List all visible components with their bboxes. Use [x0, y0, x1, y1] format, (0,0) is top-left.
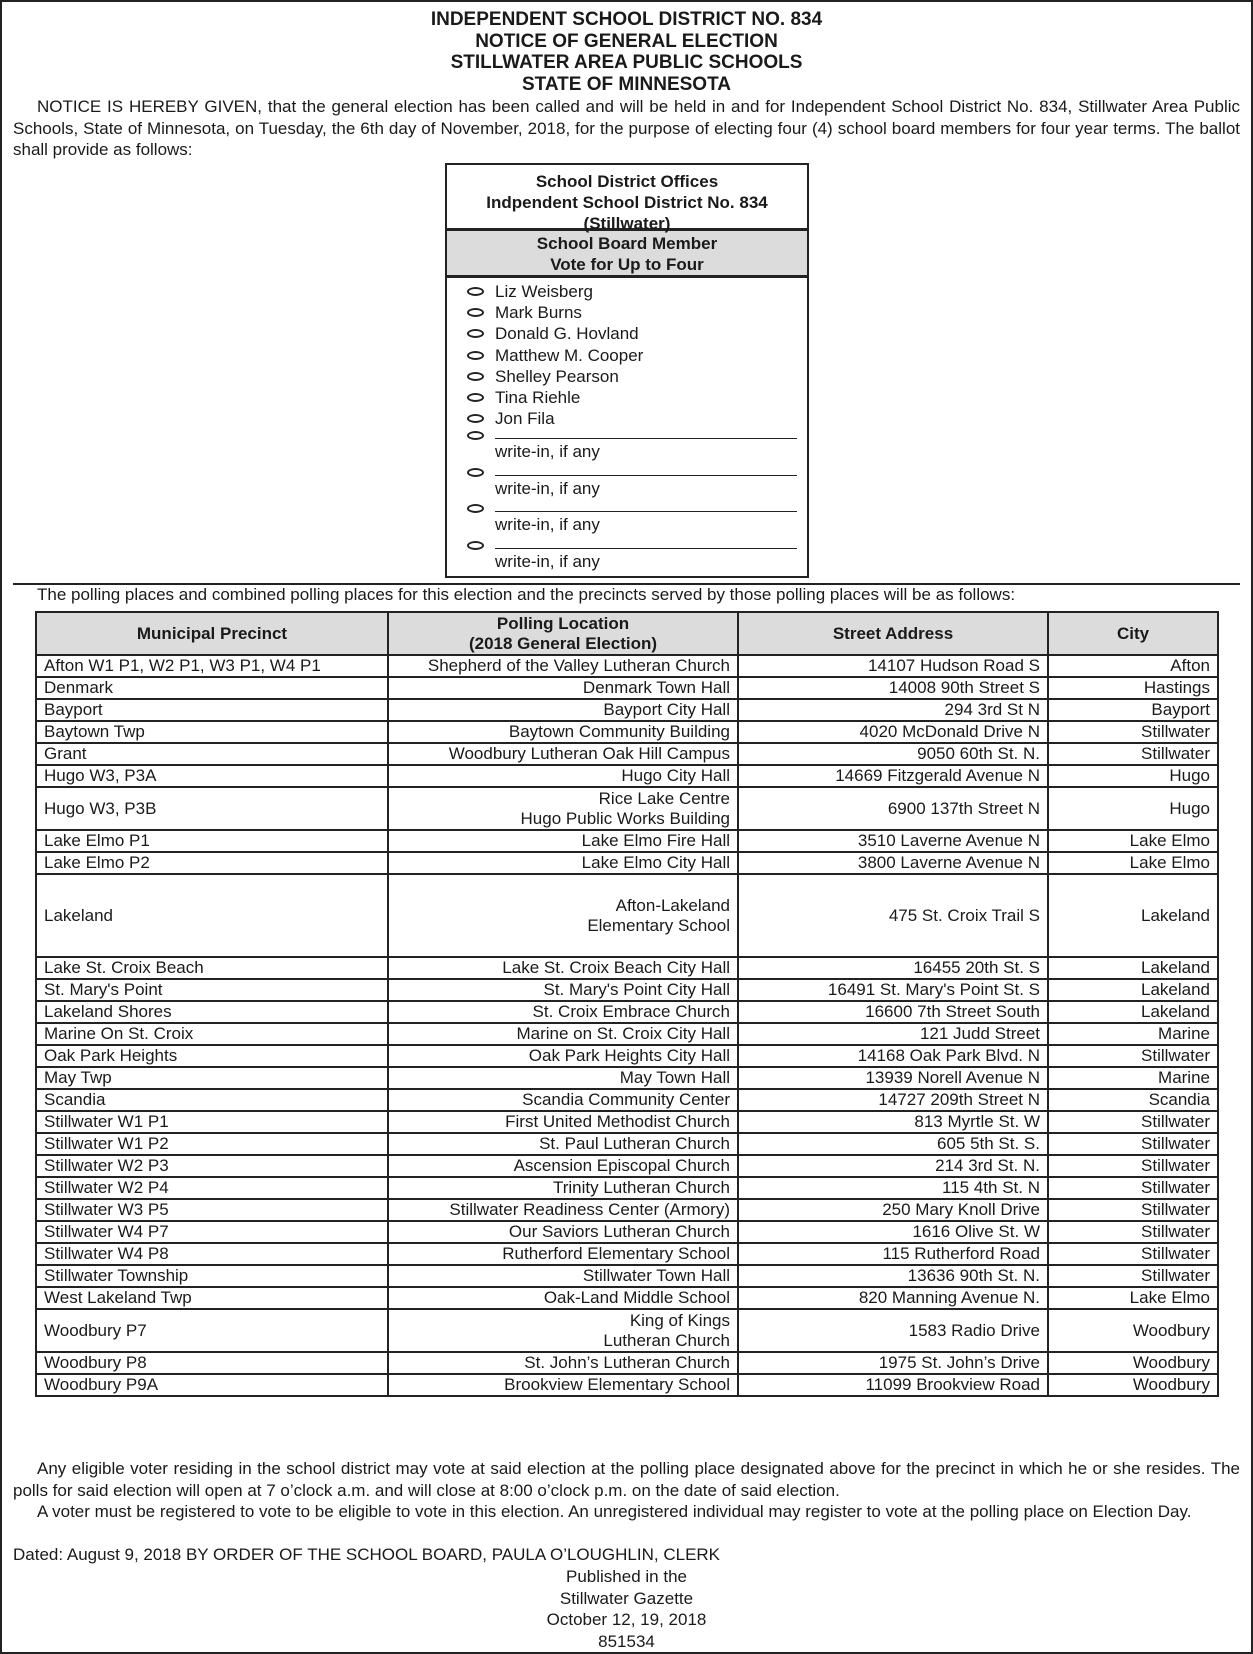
table-row — [36, 1177, 1218, 1199]
table-row — [36, 1133, 1218, 1155]
city-cell: Woodbury — [1048, 1352, 1218, 1374]
polling-location-cell: Bayport City Hall — [388, 699, 738, 721]
polling-location-cell: Lake Elmo Fire Hall — [388, 830, 738, 852]
precinct-cell: Lakeland Shores — [36, 1001, 388, 1023]
street-address-cell: 16491 St. Mary's Point St. S — [738, 979, 1048, 1001]
street-address-cell: 115 4th St. N — [738, 1177, 1048, 1199]
city-cell: Afton — [1048, 655, 1218, 677]
polling-location-cell: Stillwater Town Hall — [388, 1265, 738, 1287]
polling-location-cell: Brookview Elementary School — [388, 1374, 738, 1396]
precinct-cell: Marine On St. Croix — [36, 1023, 388, 1045]
closing-paragraph — [13, 1501, 1240, 1523]
office-title: School Board Member — [536, 234, 718, 253]
city-cell: Lake Elmo — [1048, 1287, 1218, 1309]
title-line: NOTICE OF GENERAL ELECTION — [475, 30, 778, 52]
publication-info — [0, 1566, 1253, 1652]
precinct-cell: Woodbury P8 — [36, 1352, 388, 1374]
city-cell: Stillwater — [1048, 1265, 1218, 1287]
street-address-cell: 16600 7th Street South — [738, 1001, 1048, 1023]
table-row — [36, 957, 1218, 979]
city-cell: Lake Elmo — [1048, 830, 1218, 852]
city-cell: Bayport — [1048, 699, 1218, 721]
street-address-cell: 813 Myrtle St. W — [738, 1111, 1048, 1133]
oval-icon[interactable] — [467, 414, 484, 423]
table-row — [36, 743, 1218, 765]
closing-paragraph — [13, 1458, 1240, 1501]
column-header: Municipal Precinct — [36, 612, 388, 655]
city-cell: Hastings — [1048, 677, 1218, 699]
street-address-cell: 115 Rutherford Road — [738, 1243, 1048, 1265]
polling-location-cell: Oak-Land Middle School — [388, 1287, 738, 1309]
write-in-line[interactable] — [495, 438, 797, 439]
polling-intro: The polling places and combined polling places for this election and the precincts served by those polling places will be as follows: — [37, 585, 1016, 604]
precinct-cell: Oak Park Heights — [36, 1045, 388, 1067]
polling-location-cell: Stillwater Readiness Center (Armory) — [388, 1199, 738, 1221]
polling-location-cell: Oak Park Heights City Hall — [388, 1045, 738, 1067]
city-cell: Stillwater — [1048, 1045, 1218, 1067]
polling-location-cell: Shepherd of the Valley Lutheran Church — [388, 655, 738, 677]
precinct-cell: Bayport — [36, 699, 388, 721]
candidate-name: Tina Riehle — [495, 387, 581, 407]
precinct-cell: Stillwater W1 P1 — [36, 1111, 388, 1133]
polling-location-cell: Rutherford Elementary School — [388, 1243, 738, 1265]
city-cell: Lakeland — [1048, 957, 1218, 979]
column-header: Polling Location (2018 General Election) — [388, 612, 738, 655]
table-row — [36, 1352, 1218, 1374]
table-row — [36, 1023, 1218, 1045]
table-row — [36, 699, 1218, 721]
office-instructions: Vote for Up to Four — [550, 255, 704, 274]
closing-text: A voter must be registered to vote to be eligible to vote in this election. An unregistered individual may register to vote at the polling place on Election Day. — [37, 1502, 1192, 1521]
table-row — [36, 721, 1218, 743]
city-cell: Lakeland — [1048, 874, 1218, 957]
table-row — [36, 852, 1218, 874]
polling-location-cell: Trinity Lutheran Church — [388, 1177, 738, 1199]
table-row — [36, 1287, 1218, 1309]
city-cell: Stillwater — [1048, 1111, 1218, 1133]
table-row — [36, 1155, 1218, 1177]
precinct-cell: Baytown Twp — [36, 721, 388, 743]
city-cell: Lakeland — [1048, 979, 1218, 1001]
polling-location-cell: Our Saviors Lutheran Church — [388, 1221, 738, 1243]
polling-location-cell: Rice Lake Centre Hugo Public Works Building — [388, 787, 738, 830]
table-row — [36, 979, 1218, 1001]
polling-location-cell: May Town Hall — [388, 1067, 738, 1089]
city-cell: Hugo — [1048, 765, 1218, 787]
precinct-cell: Lake St. Croix Beach — [36, 957, 388, 979]
closing-text: Any eligible voter residing in the school district may vote at said election at the polling place designated above for the precinct in which he or she resides. The polls for said election will open at 7 o’clock a.m. and will close at 8:00 o’clock p.m. on the date of said election. — [13, 1459, 1240, 1500]
oval-icon[interactable] — [467, 329, 484, 338]
ballot-header — [447, 165, 807, 231]
city-cell: Woodbury — [1048, 1374, 1218, 1396]
candidate-name: Donald G. Hovland — [495, 324, 639, 344]
column-header: Street Address — [738, 612, 1048, 655]
street-address-cell: 1975 St. John’s Drive — [738, 1352, 1048, 1374]
polling-location-cell: Marine on St. Croix City Hall — [388, 1023, 738, 1045]
polling-location-cell: Afton-Lakeland Elementary School — [388, 874, 738, 957]
city-cell: Stillwater — [1048, 721, 1218, 743]
precinct-cell: Grant — [36, 743, 388, 765]
street-address-cell: 250 Mary Knoll Drive — [738, 1199, 1048, 1221]
precinct-cell: Hugo W3, P3A — [36, 765, 388, 787]
city-cell: Lakeland — [1048, 1001, 1218, 1023]
intro-paragraph — [13, 96, 1240, 161]
candidate-option[interactable] — [447, 323, 807, 344]
oval-icon[interactable] — [467, 372, 484, 381]
candidate-name: Jon Fila — [495, 409, 555, 429]
polling-location-cell: Hugo City Hall — [388, 765, 738, 787]
write-in-line[interactable] — [495, 475, 797, 476]
city-cell: Lake Elmo — [1048, 852, 1218, 874]
candidate-option[interactable] — [447, 302, 807, 323]
intro-text: NOTICE IS HEREBY GIVEN, that the general election has been called and will be held in and for Independent School District No. 834, Stillwater Area Public Schools, State of Minnesota, on Tuesday, the 6th day of November, 2018, for the purpose of electing four (4) school board members for four year terms. The ballot shall provide as follows: — [13, 97, 1240, 159]
city-cell: Scandia — [1048, 1089, 1218, 1111]
precinct-cell: Stillwater W2 P3 — [36, 1155, 388, 1177]
polling-location-cell: Lake St. Croix Beach City Hall — [388, 957, 738, 979]
polling-location-cell: Scandia Community Center — [388, 1089, 738, 1111]
street-address-cell: 214 3rd St. N. — [738, 1155, 1048, 1177]
oval-icon[interactable] — [467, 541, 484, 550]
street-address-cell: 121 Judd Street — [738, 1023, 1048, 1045]
street-address-cell: 4020 McDonald Drive N — [738, 721, 1048, 743]
write-in-label: write-in, if any — [495, 442, 600, 462]
table-header-row — [36, 612, 1218, 655]
city-cell: Stillwater — [1048, 1177, 1218, 1199]
ballot-header-line: Indpendent School District No. 834 — [486, 193, 768, 212]
column-header: City — [1048, 612, 1218, 655]
oval-icon[interactable] — [467, 468, 484, 477]
street-address-cell: 475 St. Croix Trail S — [738, 874, 1048, 957]
candidate-option[interactable] — [447, 366, 807, 387]
polling-location-cell: St. John’s Lutheran Church — [388, 1352, 738, 1374]
oval-icon[interactable] — [467, 287, 484, 296]
street-address-cell: 1616 Olive St. W — [738, 1221, 1048, 1243]
city-cell: Stillwater — [1048, 1155, 1218, 1177]
write-in-line[interactable] — [495, 511, 797, 512]
write-in-option[interactable] — [447, 429, 807, 466]
polling-location-cell: Baytown Community Building — [388, 721, 738, 743]
table-row — [36, 765, 1218, 787]
table-row — [36, 1067, 1218, 1089]
write-in-option[interactable] — [447, 466, 807, 503]
notice-title — [0, 9, 1253, 95]
table-row — [36, 1243, 1218, 1265]
street-address-cell: 9050 60th St. N. — [738, 743, 1048, 765]
table-row — [36, 1089, 1218, 1111]
precinct-cell: Woodbury P9A — [36, 1374, 388, 1396]
city-cell: Stillwater — [1048, 1133, 1218, 1155]
table-row — [36, 1309, 1218, 1352]
write-in-label: write-in, if any — [495, 478, 600, 498]
polling-location-cell: Denmark Town Hall — [388, 677, 738, 699]
street-address-cell: 16455 20th St. S — [738, 957, 1048, 979]
table-row — [36, 677, 1218, 699]
candidate-list — [447, 278, 807, 575]
street-address-cell: 14669 Fitzgerald Avenue N — [738, 765, 1048, 787]
polling-location-cell: First United Methodist Church — [388, 1111, 738, 1133]
write-in-option[interactable] — [447, 502, 807, 539]
oval-icon[interactable] — [467, 308, 484, 317]
polling-location-cell: Woodbury Lutheran Oak Hill Campus — [388, 743, 738, 765]
title-line: STILLWATER AREA PUBLIC SCHOOLS — [450, 52, 803, 73]
write-in-line[interactable] — [495, 548, 797, 549]
precinct-cell: St. Mary's Point — [36, 979, 388, 1001]
table-row — [36, 1221, 1218, 1243]
title-line: INDEPENDENT SCHOOL DISTRICT NO. 834 — [430, 9, 823, 30]
precinct-cell: Denmark — [36, 677, 388, 699]
table-row — [36, 1199, 1218, 1221]
candidate-option[interactable] — [447, 345, 807, 366]
dated-line: Dated: August 9, 2018 BY ORDER OF THE SCHOOL BOARD, PAULA O’LOUGHLIN, CLERK — [13, 1545, 721, 1564]
polling-location-cell: St. Mary's Point City Hall — [388, 979, 738, 1001]
street-address-cell: 14107 Hudson Road S — [738, 655, 1048, 677]
street-address-cell: 13636 90th St. N. — [738, 1265, 1048, 1287]
precinct-cell: Scandia — [36, 1089, 388, 1111]
table-row — [36, 787, 1218, 830]
candidate-name: Matthew M. Cooper — [495, 345, 644, 365]
ballot-header-line: School District Offices — [535, 172, 719, 191]
candidate-option[interactable] — [447, 281, 807, 302]
sample-ballot — [445, 163, 809, 578]
polling-location-cell: St. Croix Embrace Church — [388, 1001, 738, 1023]
table-row — [36, 1045, 1218, 1067]
street-address-cell: 6900 137th Street N — [738, 787, 1048, 830]
candidate-name: Liz Weisberg — [495, 282, 593, 301]
write-in-label: write-in, if any — [495, 551, 600, 571]
street-address-cell: 14727 209th Street N — [738, 1089, 1048, 1111]
candidate-option[interactable] — [447, 387, 807, 408]
table-row — [36, 1111, 1218, 1133]
precinct-cell: Afton W1 P1, W2 P1, W3 P1, W4 P1 — [36, 655, 388, 677]
table-row — [36, 1374, 1218, 1396]
publication-name: Stillwater Gazette — [559, 1588, 694, 1608]
table-row — [36, 874, 1218, 957]
polling-location-cell: King of Kings Lutheran Church — [388, 1309, 738, 1352]
street-address-cell: 605 5th St. S. — [738, 1133, 1048, 1155]
street-address-cell: 14008 90th Street S — [738, 677, 1048, 699]
precinct-cell: Lake Elmo P2 — [36, 852, 388, 874]
precinct-cell: Stillwater W4 P7 — [36, 1221, 388, 1243]
oval-icon[interactable] — [467, 504, 484, 513]
oval-icon[interactable] — [467, 431, 484, 440]
precinct-cell: West Lakeland Twp — [36, 1287, 388, 1309]
publication-dates: October 12, 19, 2018 — [546, 1610, 707, 1629]
precinct-cell: Stillwater W1 P2 — [36, 1133, 388, 1155]
candidate-name: Mark Burns — [495, 303, 582, 323]
street-address-cell: 294 3rd St N — [738, 699, 1048, 721]
city-cell: Stillwater — [1048, 1243, 1218, 1265]
street-address-cell: 3510 Laverne Avenue N — [738, 830, 1048, 852]
precinct-cell: Woodbury P7 — [36, 1309, 388, 1352]
street-address-cell: 13939 Norell Avenue N — [738, 1067, 1048, 1089]
oval-icon[interactable] — [467, 351, 484, 360]
polling-location-cell: Lake Elmo City Hall — [388, 852, 738, 874]
city-cell: Stillwater — [1048, 1221, 1218, 1243]
precinct-cell: Stillwater W3 P5 — [36, 1199, 388, 1221]
street-address-cell: 11099 Brookview Road — [738, 1374, 1048, 1396]
table-row — [36, 1265, 1218, 1287]
city-cell: Hugo — [1048, 787, 1218, 830]
table-row — [36, 1001, 1218, 1023]
street-address-cell: 820 Manning Avenue N. — [738, 1287, 1048, 1309]
street-address-cell: 3800 Laverne Avenue N — [738, 852, 1048, 874]
write-in-option[interactable] — [447, 539, 807, 576]
city-cell: Stillwater — [1048, 1199, 1218, 1221]
city-cell: Stillwater — [1048, 743, 1218, 765]
polling-location-cell: Ascension Episcopal Church — [388, 1155, 738, 1177]
precinct-cell: Hugo W3, P3B — [36, 787, 388, 830]
city-cell: Woodbury — [1048, 1309, 1218, 1352]
publication-line: Published in the — [566, 1567, 687, 1586]
candidate-option[interactable] — [447, 408, 807, 429]
ballot-office — [447, 231, 807, 278]
precinct-cell: May Twp — [36, 1067, 388, 1089]
street-address-cell: 14168 Oak Park Blvd. N — [738, 1045, 1048, 1067]
city-cell: Marine — [1048, 1023, 1218, 1045]
write-in-label: write-in, if any — [495, 515, 600, 535]
polling-location-cell: St. Paul Lutheran Church — [388, 1133, 738, 1155]
precinct-cell: Lake Elmo P1 — [36, 830, 388, 852]
precinct-cell: Lakeland — [36, 874, 388, 957]
oval-icon[interactable] — [467, 393, 484, 402]
table-row — [36, 655, 1218, 677]
city-cell: Marine — [1048, 1067, 1218, 1089]
precinct-cell: Stillwater W2 P4 — [36, 1177, 388, 1199]
precinct-cell: Stillwater W4 P8 — [36, 1243, 388, 1265]
title-line: STATE OF MINNESOTA — [522, 73, 731, 95]
polling-places-table — [35, 611, 1219, 1397]
notice-id: 851534 — [598, 1631, 655, 1651]
street-address-cell: 1583 Radio Drive — [738, 1309, 1048, 1352]
table-row — [36, 830, 1218, 852]
candidate-name: Shelley Pearson — [495, 366, 619, 386]
ballot-header-line: (Stillwater) — [583, 214, 671, 233]
precinct-cell: Stillwater Township — [36, 1265, 388, 1287]
